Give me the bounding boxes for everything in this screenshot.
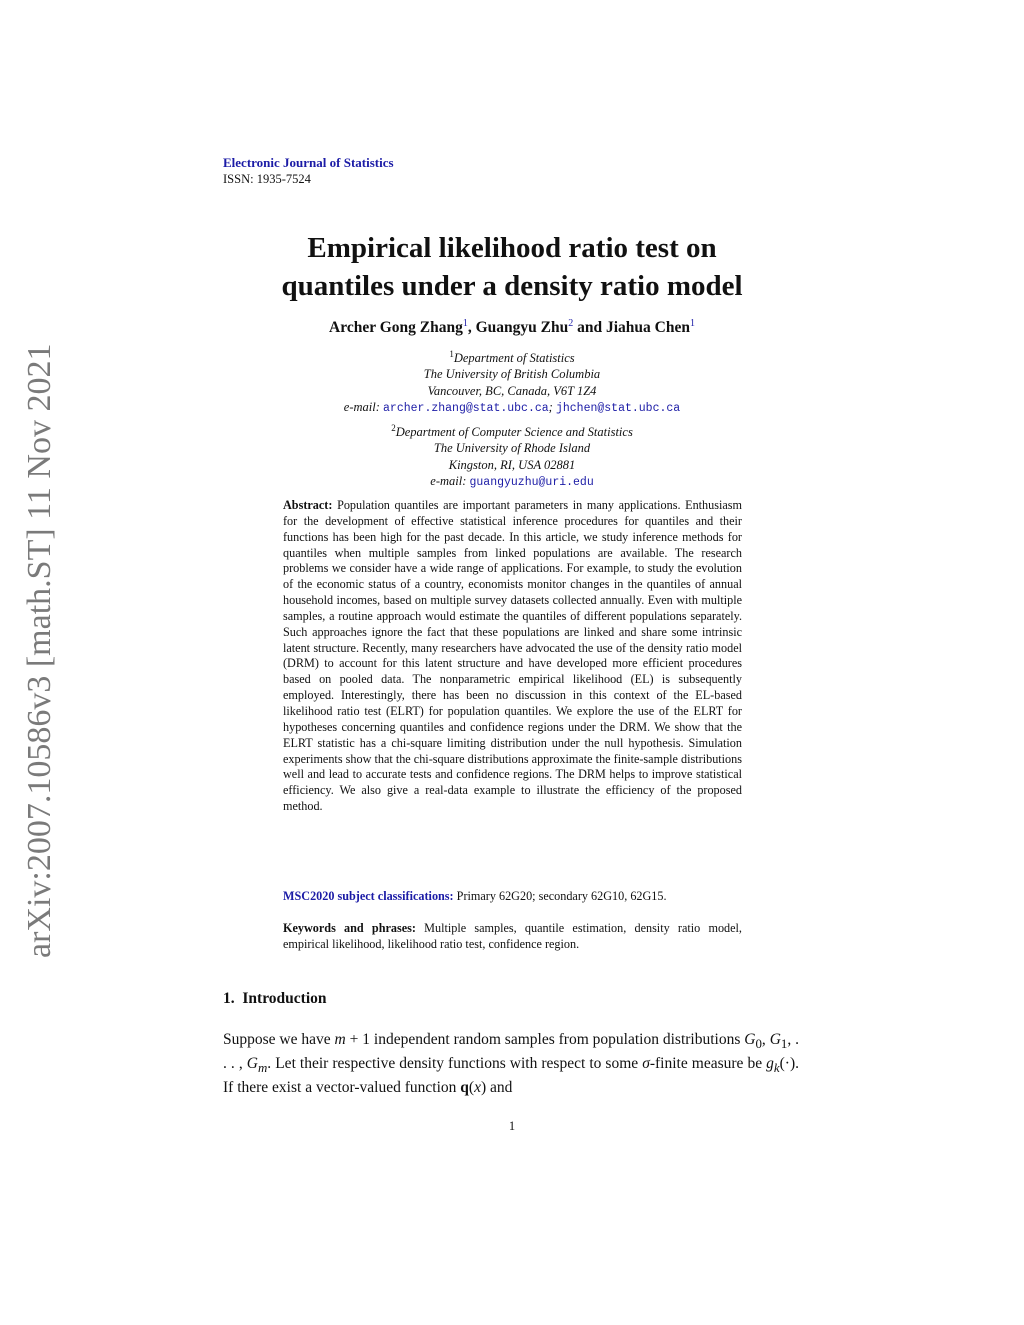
abstract-text: Population quantiles are important parameters in many applications. Enthusiasm for the development of effective statistical inference procedures for quantiles and their functions has been high for the past decade. In this article, we study inference methods for quantiles when multiple samples from linked populations are available. The research problems we consider have a wide range of applications. For example, to study the evolution of the economic status of a country, economists monitor changes in the quantiles of annual household incomes, based on multiple survey datasets collected annually. Even with multiple samples, a routine approach would estimate the quantiles of different populations separately. Such approaches ignore the fact that these populations are linked and share some intrinsic latent structure. Recently, many researchers have advocated the use of the density ratio model (DRM) to account for this latent structure and have developed more efficient procedures based on pooled data. The nonparametric empirical likelihood (EL) is subsequently employed. Interestingly, there has been no discussion in this context of the EL-based likelihood ratio test (ELRT) for population quantiles. We explore the use of the ELRT for hypotheses concerning quantiles and confidence regions under the DRM. We show that the ELRT statistic has a chi-square limiting distribution under the null hypothesis. Simulation experiments show that the chi-square distributions approximate the finite-sample distributions well and lead to accurate tests and confidence regions. The DRM helps to improve statistical efficiency. We also give a real-data example to illustrate the efficiency of the proposed method. [283,498,743,814]
author-1: Archer Gong Zhang [329,319,463,337]
paper-title [150,229,874,305]
page-number: 1 [508,1119,516,1133]
email-link-zhu[interactable]: guangyuzhu@uri.edu [469,475,594,489]
email-label: e-mail: [343,399,384,414]
section-heading [223,990,327,1008]
msc-link[interactable]: MSC2020 subject classifications: [283,889,454,903]
affiliation-1-marker: 1 [449,349,454,359]
author-separator: , [467,319,476,337]
math-q-of-x: q [460,1079,469,1097]
affiliation-1-address: Vancouver, BC, Canada, V6T 1Z4 [427,383,597,398]
affiliation-2 [200,420,824,491]
author-3-affiliation-link[interactable]: 1 [689,318,695,329]
keywords-text: Multiple samples, quantile estimation, density ratio model, empirical likelihood, likelihood ratio test, confidence region. [283,921,742,951]
title-line-2: quantiles under a density ratio model [281,270,743,302]
email-label: e-mail: [430,473,470,488]
section-number: 1. [223,990,235,1007]
keywords [283,921,742,953]
math-sigma: σ [642,1055,650,1073]
intro-text: and [486,1079,513,1097]
arxiv-stamp: arXiv:2007.10586v3 [math.ST] 11 Nov 2021 [21,343,58,958]
author-2-affiliation-link[interactable]: 2 [568,318,574,329]
intro-paragraph: Suppose we have m + 1 independent random samples from population distributions $G_0$, $G_1$, . . . , $G_m$. Let their respective density functions with respect to some σ-finite measure be $g_k(\cdot)$. If there exist a vector-valued function q(x) and [223,1031,800,1097]
math-m-plus-1: m [334,1031,346,1048]
title-line-1: Empirical likelihood ratio test on [307,232,717,264]
affiliation-2-marker: 2 [391,423,396,433]
journal-name-link[interactable]: Electronic Journal of Statistics [223,155,394,170]
affiliation-2-address: Kingston, RI, USA 02881 [448,457,576,472]
abstract [283,498,742,815]
author-separator: and [573,319,606,337]
affiliation-2-dept: Department of Computer Science and Statistics [395,425,633,440]
affiliation-1-univ: The University of British Columbia [423,367,601,382]
intro-text: -finite measure be [649,1055,767,1073]
math-G-list: G [744,1031,756,1048]
abstract-label: Abstract: [283,498,333,512]
author-2: Guangyu Zhu [475,319,569,337]
email-separator: ; [548,399,556,414]
keywords-label: Keywords and phrases: [283,921,416,935]
msc-text: Primary 62G20; secondary 62G10, 62G15. [456,889,667,903]
intro-text: . Let their respective density functions with respect to some [267,1055,643,1073]
math-g-k: g [766,1055,774,1073]
author-3: Jiahua Chen [605,319,690,337]
email-link-zhang[interactable]: archer.zhang@stat.ubc.ca [383,401,549,415]
email-link-chen[interactable]: jhchen@stat.ubc.ca [555,401,681,415]
intro-text: . If there exist a vector-valued function [223,1055,799,1097]
section-title: Introduction [242,990,327,1007]
intro-text: independent random samples from population distributions [370,1031,745,1048]
issn: ISSN: 1935-7524 [223,172,311,186]
affiliation-2-univ: The University of Rhode Island [433,441,591,456]
author-list [200,318,824,337]
affiliation-1 [200,346,824,417]
author-1-affiliation-link[interactable]: 1 [462,318,468,329]
intro-text: Suppose we have [223,1031,335,1048]
msc-classifications [283,889,742,905]
affiliation-1-dept: Department of Statistics [453,351,575,366]
